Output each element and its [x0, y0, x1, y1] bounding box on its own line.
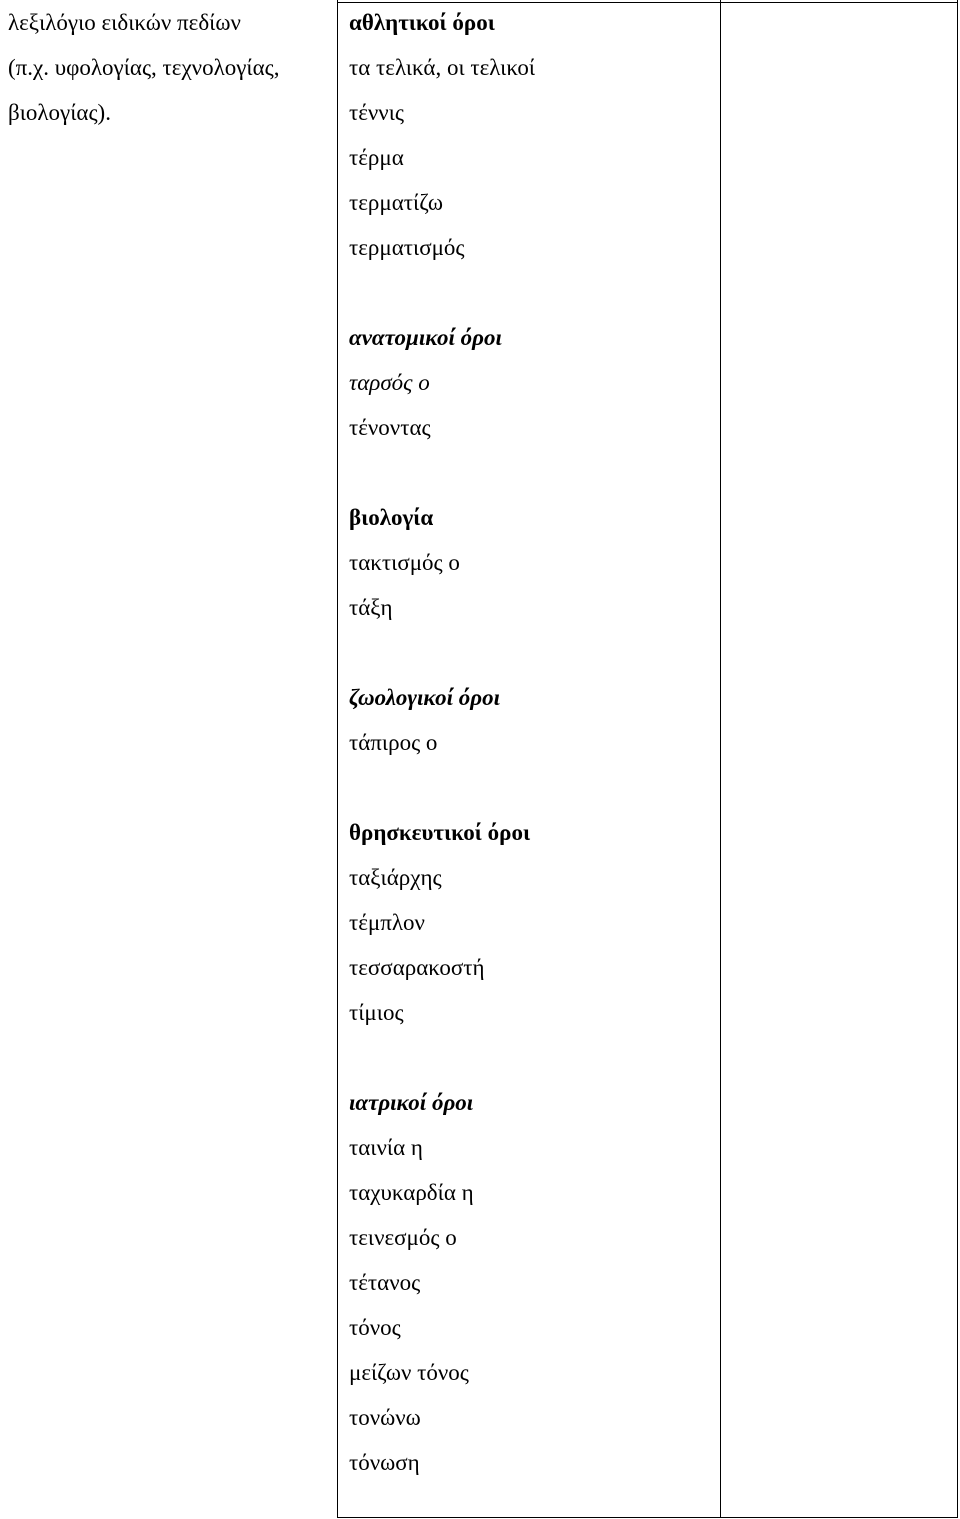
- term-item: τερματίζω: [349, 190, 444, 215]
- section-athletic-terms: [349, 0, 714, 270]
- term-item: τέρμα: [349, 145, 404, 170]
- term-item: τα τελικά, οι τελικοί: [349, 55, 536, 80]
- term-item: τίμιος: [349, 1000, 404, 1025]
- section-gap: [349, 270, 714, 315]
- section-gap: [349, 450, 714, 495]
- left-cell-line: λεξιλόγιο ειδικών πεδίων: [8, 10, 241, 35]
- term-item: μείζων τόνος: [349, 1360, 469, 1385]
- section-heading: θρησκευτικοί όροι: [349, 820, 531, 845]
- column-divider-2: [720, 0, 721, 1518]
- term-item: τεσσαρακοστή: [349, 955, 485, 980]
- term-item: ταινία η: [349, 1135, 423, 1160]
- term-item: τάπιρος ο: [349, 730, 438, 755]
- term-item: τακτισμός ο: [349, 550, 460, 575]
- table-right-border: [957, 0, 958, 1518]
- left-cell-line: βιολογίας).: [8, 100, 111, 125]
- right-cell-empty: [722, 0, 956, 1515]
- left-cell-line: (π.χ. υφολογίας, τεχνολογίας,: [8, 55, 280, 80]
- section-heading: αθλητικοί όροι: [349, 10, 495, 35]
- term-item: ταξιάρχης: [349, 865, 442, 890]
- left-cell: [8, 0, 330, 135]
- middle-cell: [349, 0, 714, 1485]
- section-gap: [349, 1035, 714, 1080]
- column-divider-1: [337, 0, 338, 1518]
- term-item: τεινεσμός ο: [349, 1225, 457, 1250]
- section-anatomical-terms: [349, 315, 714, 450]
- section-religious-terms: [349, 810, 714, 1035]
- term-item: τέννις: [349, 100, 404, 125]
- section-biology: [349, 495, 714, 630]
- term-item: ταρσός ο: [349, 370, 430, 395]
- section-gap: [349, 630, 714, 675]
- term-item: τονώνω: [349, 1405, 421, 1430]
- table-bottom-border: [337, 1517, 958, 1518]
- term-item: τένοντας: [349, 415, 431, 440]
- section-heading: ιατρικοί όροι: [349, 1090, 474, 1115]
- term-item: τέμπλον: [349, 910, 425, 935]
- term-item: τόνωση: [349, 1450, 420, 1475]
- section-gap: [349, 765, 714, 810]
- term-item: τερματισμός: [349, 235, 465, 260]
- term-item: τόνος: [349, 1315, 401, 1340]
- term-item: ταχυκαρδία η: [349, 1180, 474, 1205]
- term-item: τέτανος: [349, 1270, 421, 1295]
- section-heading: ζωολογικοί όροι: [349, 685, 501, 710]
- section-medical-terms: [349, 1080, 714, 1485]
- term-item: τάξη: [349, 595, 393, 620]
- section-zoological-terms: [349, 675, 714, 765]
- section-heading: βιολογία: [349, 505, 434, 530]
- section-heading: ανατομικοί όροι: [349, 325, 502, 350]
